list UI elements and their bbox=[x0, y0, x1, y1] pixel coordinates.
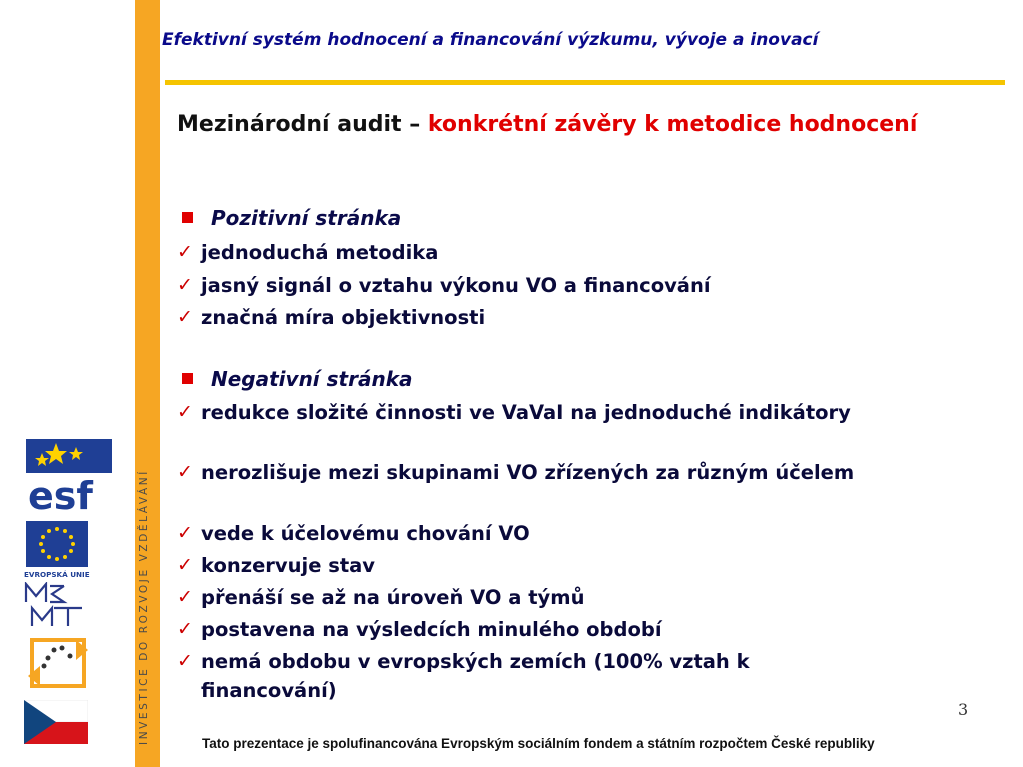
checkmark-icon: ✓ bbox=[177, 461, 193, 483]
list-item: ✓ redukce složité činnosti ve VaVaI na jednoduché indikátory bbox=[177, 398, 857, 427]
checkmark-icon: ✓ bbox=[177, 522, 193, 544]
heading-red-part: konkrétní závěry k metodice hodnocení bbox=[427, 112, 918, 137]
checkmark-icon: ✓ bbox=[177, 650, 193, 672]
header-rule bbox=[165, 80, 1005, 85]
list-item: ✓ jednoduchá metodika bbox=[177, 238, 897, 267]
list-item: ✓ jasný signál o vztahu výkonu VO a financování bbox=[177, 271, 897, 300]
checkmark-icon: ✓ bbox=[177, 306, 193, 328]
czech-flag bbox=[24, 700, 88, 744]
list-item: ✓ přenáší se až na úroveň VO a týmů bbox=[177, 583, 897, 612]
svg-text:EVROPSKÁ UNIE: EVROPSKÁ UNIE bbox=[24, 570, 90, 579]
list-item: ✓ postavena na výsledcích minulého období bbox=[177, 615, 897, 644]
negative-section-title bbox=[182, 367, 412, 391]
svg-text:esf: esf bbox=[28, 474, 93, 515]
header-title: Efektivní systém hodnocení a financování výzkumu, vývoje a inovací bbox=[162, 30, 819, 50]
list-item: ✓ nerozlišuje mezi skupinami VO zřízených za různým účelem bbox=[177, 458, 897, 487]
heading-black-part: Mezinárodní audit – bbox=[177, 112, 428, 137]
page-number: 3 bbox=[958, 700, 969, 719]
footer-text: Tato prezentace je spolufinancována Evropským sociálním fondem a státním rozpočtem České republiky bbox=[202, 736, 875, 751]
negative-title-text: Negativní stránka bbox=[211, 367, 413, 391]
red-square-bullet-icon bbox=[182, 373, 193, 384]
checkmark-icon: ✓ bbox=[177, 274, 193, 296]
positive-title-text: Pozitivní stránka bbox=[211, 206, 402, 230]
checkmark-icon: ✓ bbox=[177, 241, 193, 263]
checkmark-icon: ✓ bbox=[177, 586, 193, 608]
red-square-bullet-icon bbox=[182, 212, 193, 223]
op-logo bbox=[24, 636, 92, 694]
list-item: ✓ konzervuje stav bbox=[177, 551, 897, 580]
checkmark-icon: ✓ bbox=[177, 401, 193, 423]
checkmark-icon: ✓ bbox=[177, 618, 193, 640]
list-item: ✓ nemá obdobu v evropských zemích (100% vztah k financování) bbox=[177, 647, 877, 705]
vertical-slogan: INVESTICE DO ROZVOJE VZDĚLÁVÁNÍ bbox=[138, 469, 150, 745]
list-item: ✓ značná míra objektivnosti bbox=[177, 303, 897, 332]
eu-flag-logo bbox=[24, 521, 94, 579]
positive-section-title bbox=[182, 206, 401, 230]
esf-logo bbox=[24, 437, 114, 515]
slide-heading bbox=[177, 110, 937, 140]
msmt-logo bbox=[24, 582, 92, 628]
list-item: ✓ vede k účelovému chování VO bbox=[177, 519, 897, 548]
checkmark-icon: ✓ bbox=[177, 554, 193, 576]
